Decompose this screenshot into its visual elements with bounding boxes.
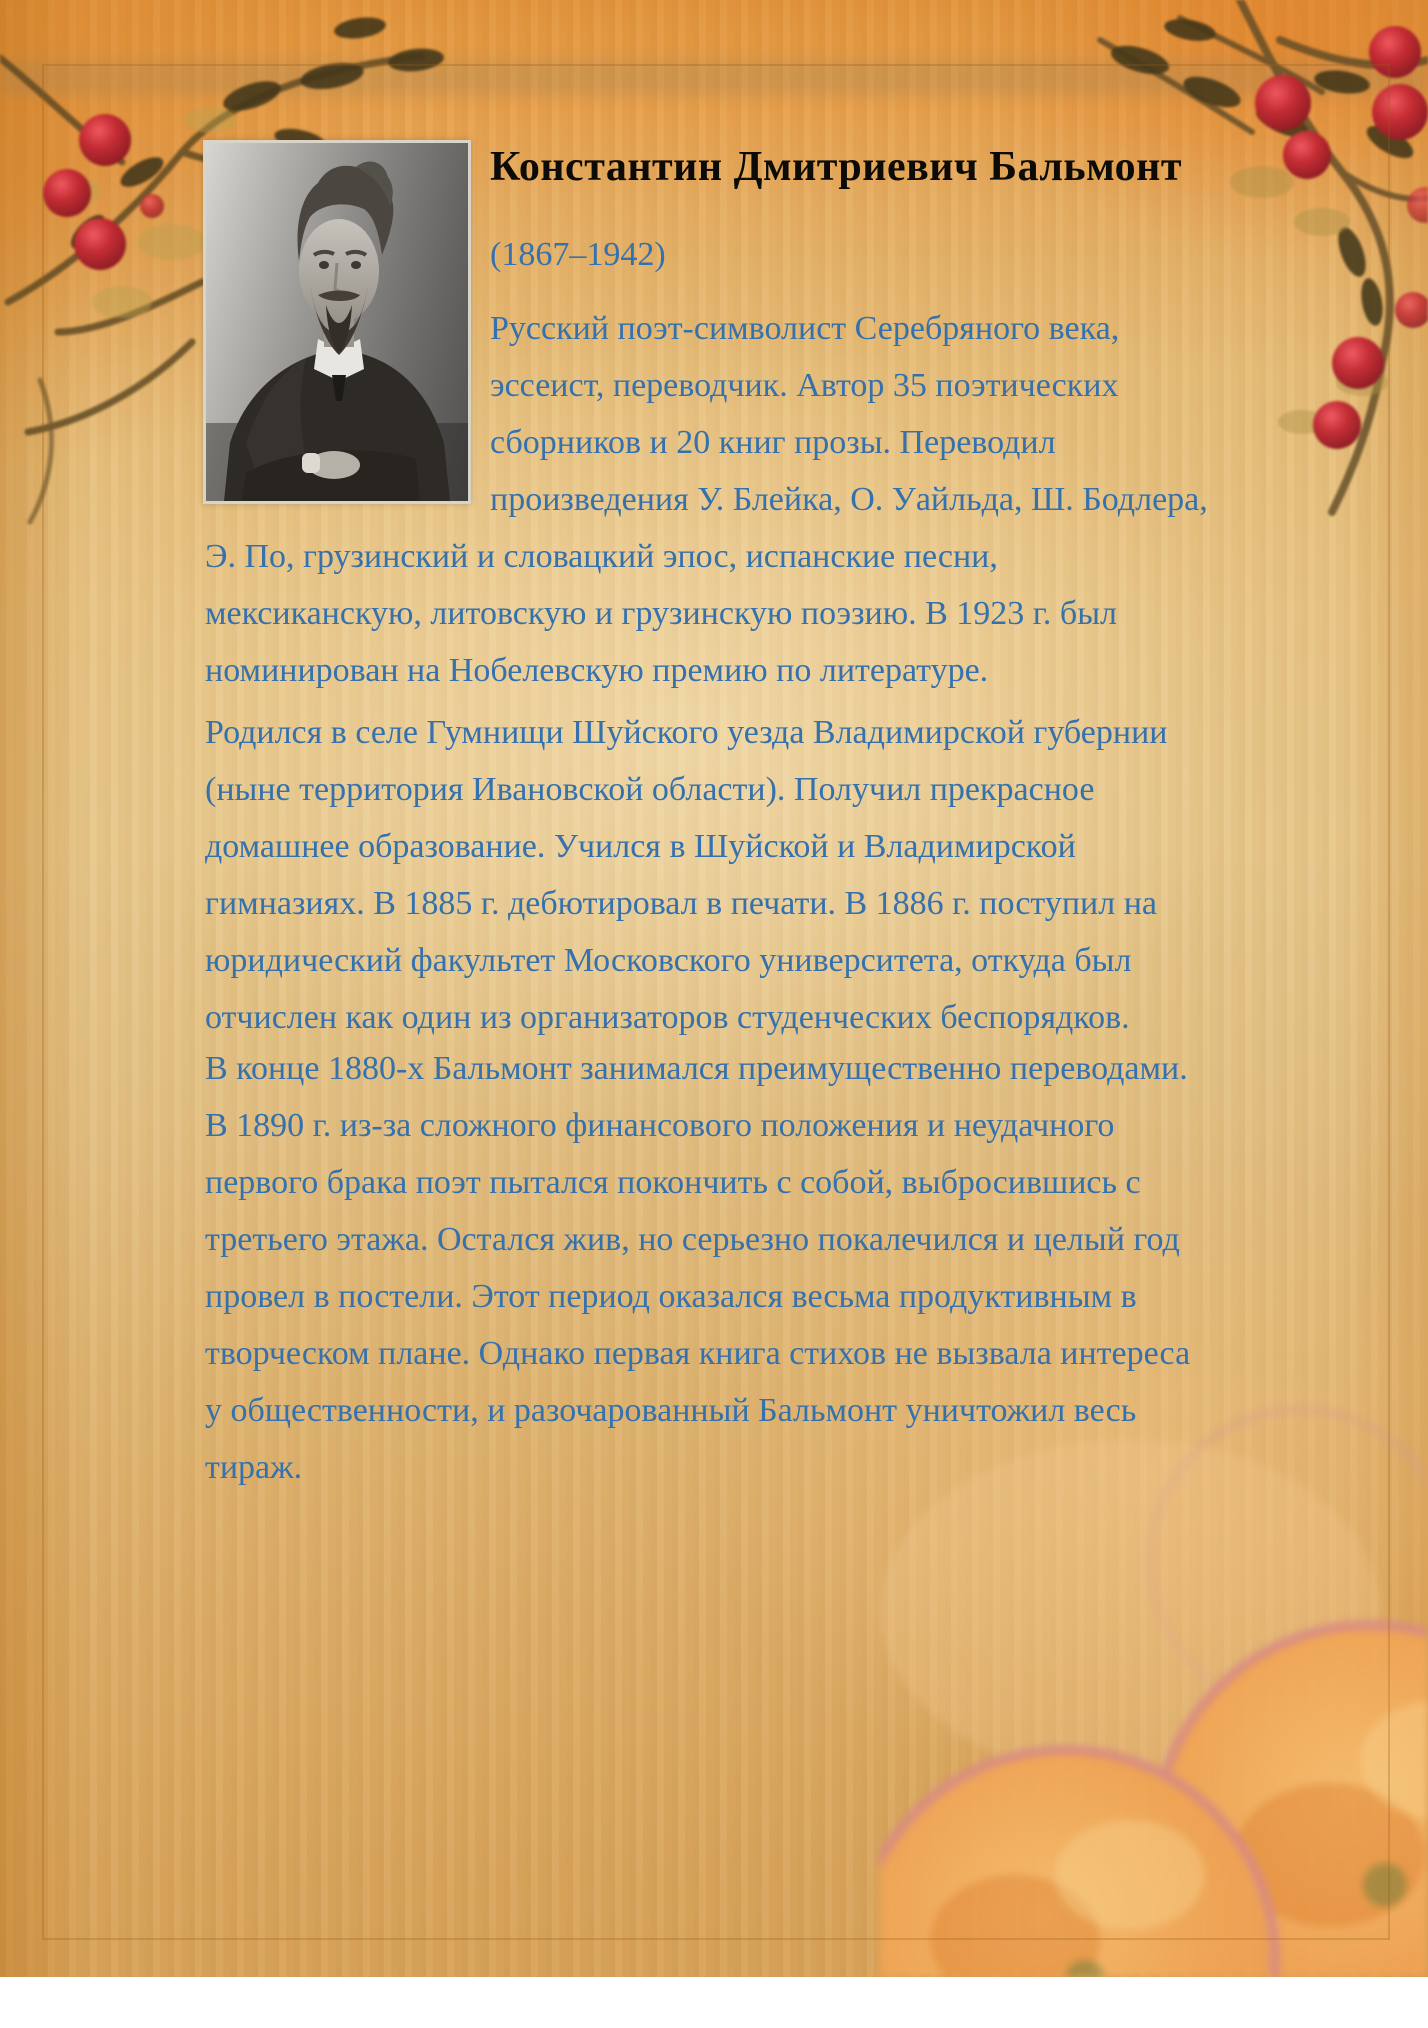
- portrait-photo: [203, 140, 471, 504]
- bio-paragraph-3: [205, 1040, 1190, 1496]
- text-line: третьего этажа. Остался жив, но серьезно покалечился и целый год: [205, 1221, 1180, 1258]
- text-line: провел в постели. Этот период оказался весьма продуктивным в: [205, 1278, 1137, 1315]
- portrait-photo-drawing: [206, 143, 468, 501]
- text-line: В конце 1880-х Бальмонт занимался преимущественно переводами.: [205, 1050, 1188, 1087]
- text-line: Русский поэт-символист Серебряного века,: [490, 310, 1120, 347]
- text-line: тираж.: [205, 1449, 303, 1486]
- text-line: эссеист, переводчик. Автор 35 поэтических: [490, 367, 1119, 404]
- text-line: творческом плане. Однако первая книга стихов не вызвала интереса: [205, 1335, 1191, 1372]
- page-title: Константин Дмитриевич Бальмонт: [490, 144, 1182, 190]
- text-line: отчислен как один из организаторов студенческих беспорядков.: [205, 999, 1130, 1036]
- text-line: Родился в селе Гумнищи Шуйского уезда Владимирской губернии: [205, 714, 1168, 751]
- text-line: у общественности, и разочарованный Бальмонт уничтожил весь: [205, 1392, 1137, 1429]
- text-line: номинирован на Нобелевскую премию по литературе.: [205, 652, 989, 689]
- bio-paragraph-1-full-width: [205, 528, 1117, 699]
- text-line: юридический факультет Московского университета, откуда был: [205, 942, 1132, 979]
- text-line: произведения У. Блейка, О. Уайльда, Ш. Бодлера,: [490, 481, 1208, 518]
- life-dates: (1867–1942): [490, 236, 666, 273]
- text-line: гимназиях. В 1885 г. дебютировал в печати. В 1886 г. поступил на: [205, 885, 1157, 922]
- text-line: Э. По, грузинский и словацкий эпос, испанские песни,: [205, 538, 998, 575]
- text-line: (ныне территория Ивановской области). Получил прекрасное: [205, 771, 1095, 808]
- text-line: домашнее образование. Учился в Шуйской и Владимирской: [205, 828, 1076, 865]
- text-line: мексиканскую, литовскую и грузинскую поэзию. В 1923 г. был: [205, 595, 1118, 632]
- text-line: В 1890 г. из-за сложного финансового положения и неудачного: [205, 1107, 1115, 1144]
- bio-paragraph-1-beside-photo: [490, 300, 1208, 528]
- bottom-white-strip: [0, 1977, 1428, 2028]
- text-line: первого брака поэт пытался покончить с собой, выбросившись с: [205, 1164, 1141, 1201]
- bio-paragraph-2: [205, 704, 1167, 1046]
- text-line: сборников и 20 книг прозы. Переводил: [490, 424, 1056, 461]
